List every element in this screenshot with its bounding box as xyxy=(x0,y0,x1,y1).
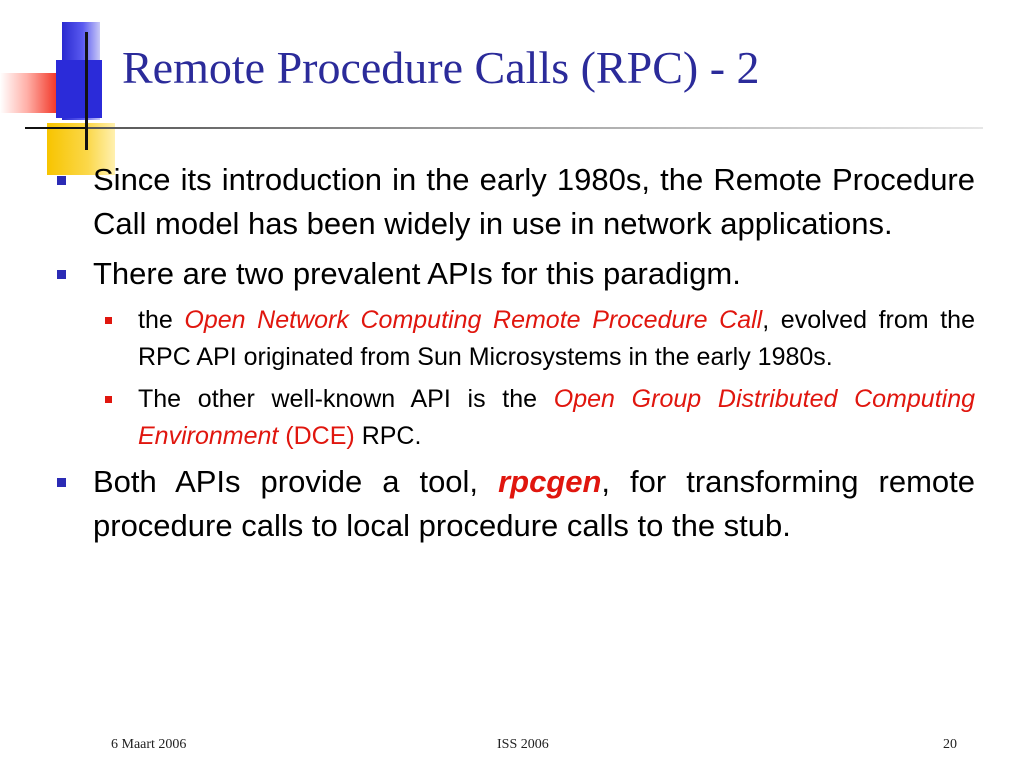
footer-date: 6 Maart 2006 xyxy=(111,737,187,752)
slide-title: Remote Procedure Calls (RPC) - 2 xyxy=(122,42,760,93)
dce-emphasis: Open Group Distributed Computing Environment xyxy=(138,385,976,450)
decorative-red-bar xyxy=(0,73,60,113)
bullet-item xyxy=(55,158,975,246)
bullet-text-pre: Both APIs provide a tool, xyxy=(93,464,499,499)
bullet-text: Since its introduction in the early 1980s, the Remote Procedure Call model has been widely in use in network applications. xyxy=(93,162,975,241)
sub-bullet-text-post: , evolved from the RPC API originated from Sun Microsystems in the early 1980s. xyxy=(138,306,975,371)
decorative-vertical-line xyxy=(85,32,88,150)
footer-page-number: 20 xyxy=(943,737,957,752)
sub-bullet-text-post: RPC. xyxy=(354,422,422,450)
decorative-blue-square xyxy=(56,60,102,118)
sub-bullet-text-pre: The other well-known API is the xyxy=(138,385,554,413)
title-underline-rule xyxy=(88,127,983,129)
rpcgen-emphasis: rpcgen xyxy=(498,464,602,499)
sub-bullet-square-icon xyxy=(105,317,112,324)
sub-bullet-item xyxy=(55,381,975,455)
footer-event: ISS 2006 xyxy=(497,737,549,752)
bullet-square-icon xyxy=(57,176,66,185)
bullet-item xyxy=(55,460,975,548)
dce-acronym: (DCE) xyxy=(278,422,355,450)
sub-bullet-square-icon xyxy=(105,396,112,403)
bullet-square-icon xyxy=(57,270,66,279)
slide-body xyxy=(55,158,975,554)
sub-bullet-item xyxy=(55,302,975,376)
oncrpc-emphasis: Open Network Computing Remote Procedure Call xyxy=(184,306,763,334)
bullet-square-icon xyxy=(57,478,66,487)
sub-bullet-text-pre: the xyxy=(138,306,185,334)
bullet-item xyxy=(55,252,975,296)
bullet-text-post: , for transforming remote procedure calls to local procedure calls to the stub. xyxy=(93,464,975,543)
bullet-text: There are two prevalent APIs for this paradigm. xyxy=(93,256,741,291)
